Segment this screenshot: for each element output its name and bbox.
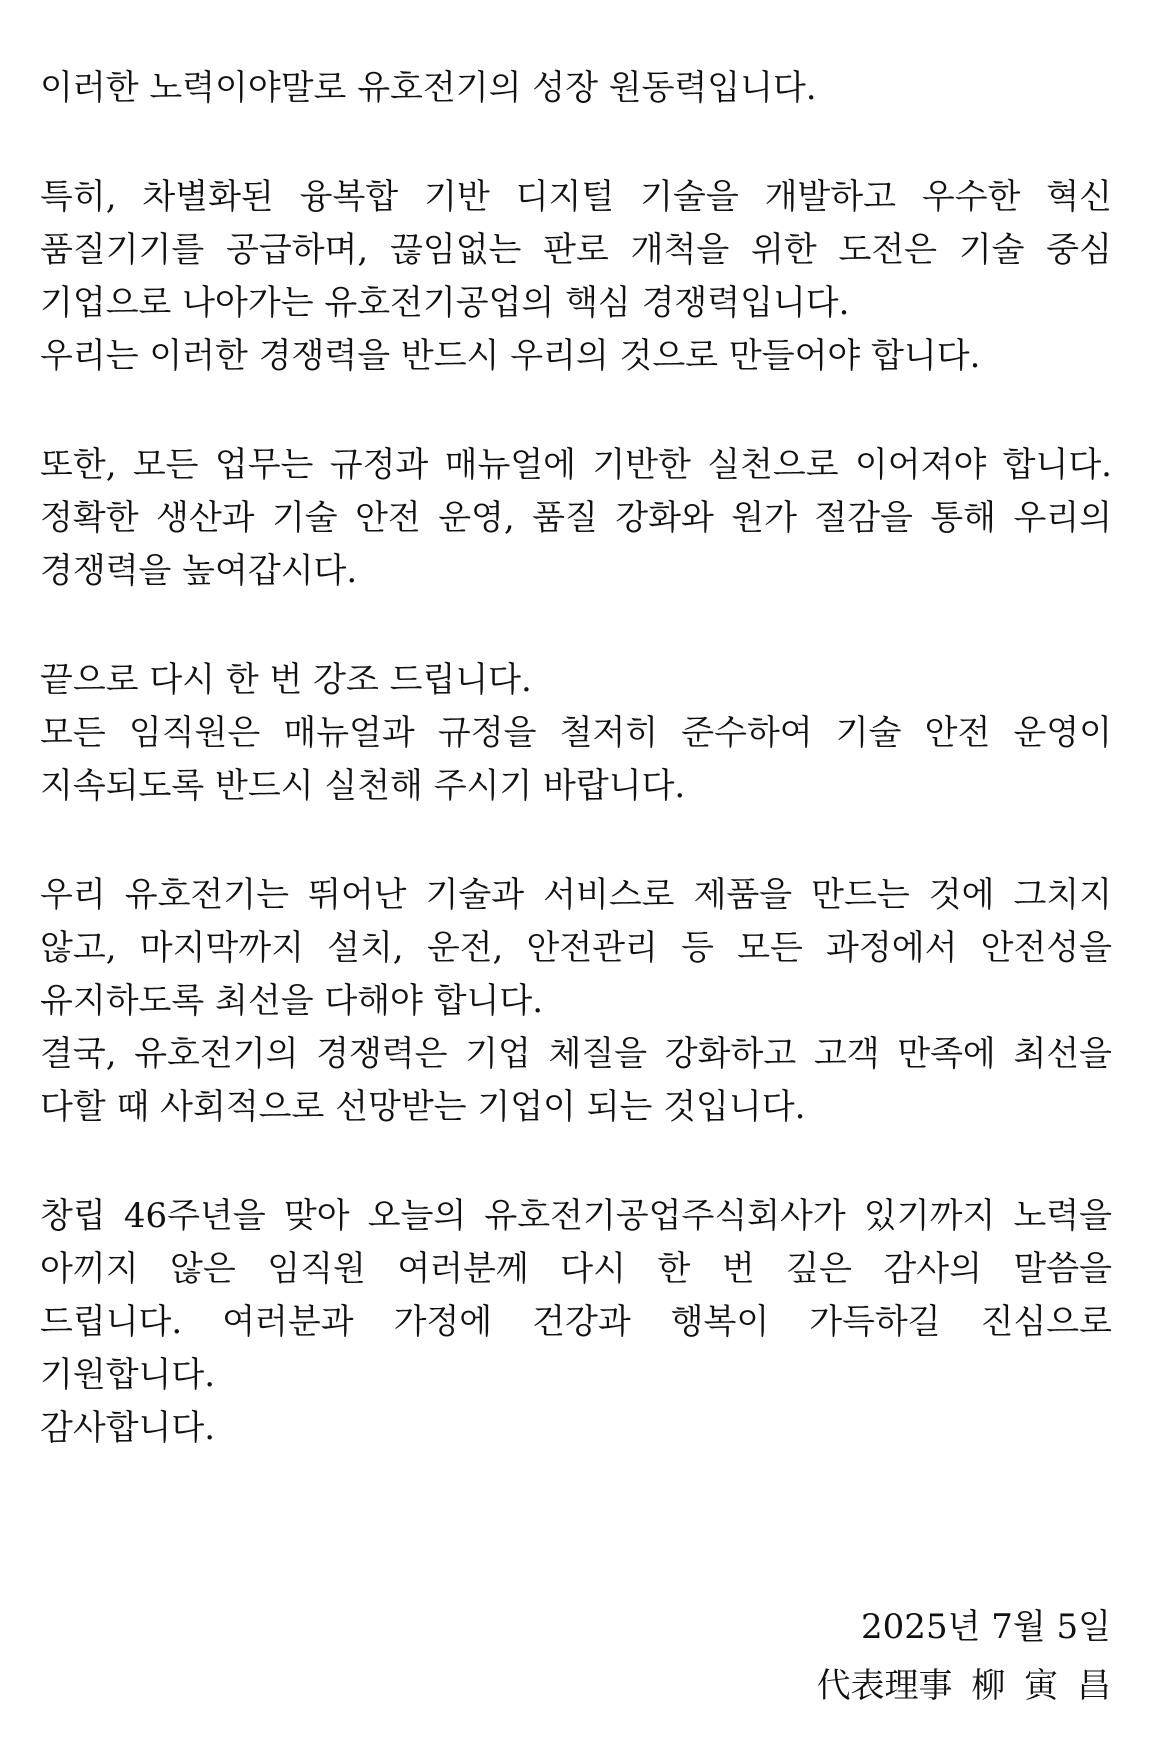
paragraph-3 bbox=[40, 439, 1112, 598]
text-line: 품질기기를 공급하며, 끊임없는 판로 개척을 위한 도전은 기술 중심 bbox=[40, 230, 1112, 270]
text-line: 기업으로 나아가는 유호전기공업의 핵심 경쟁력입니다. bbox=[40, 283, 850, 323]
text-line: 또한, 모든 업무는 규정과 매뉴얼에 기반한 실천으로 이어져야 합니다. bbox=[40, 445, 1112, 485]
letter-body bbox=[40, 62, 1112, 1511]
text-line: 결국, 유호전기의 경쟁력은 기업 체질을 강화하고 고객 만족에 최선을 bbox=[40, 1034, 1112, 1074]
text-line: 다할 때 사회적으로 선망받는 기업이 되는 것입니다. bbox=[40, 1087, 806, 1127]
paragraph-6 bbox=[40, 1190, 1112, 1455]
text-line: 우리 유호전기는 뛰어난 기술과 서비스로 제품을 만드는 것에 그치지 bbox=[40, 875, 1112, 915]
text-line: 아끼지 않은 임직원 여러분께 다시 한 번 깊은 감사의 말씀을 bbox=[40, 1249, 1112, 1289]
text-line: 모든 임직원은 매뉴얼과 규정을 철저히 준수하여 기술 안전 운영이 bbox=[40, 713, 1112, 753]
text-line: 지속되도록 반드시 실천해 주시기 바랍니다. bbox=[40, 766, 686, 806]
text-line: 감사합니다. bbox=[40, 1408, 216, 1448]
text-line: 이러한 노력이야말로 유호전기의 성장 원동력입니다. bbox=[40, 68, 817, 108]
letter-date: 2025년 7월 5일 bbox=[861, 1607, 1111, 1647]
signatory-name: 代表理事 柳 寅 昌 bbox=[816, 1666, 1111, 1706]
text-line: 기원합니다. bbox=[40, 1355, 216, 1395]
text-line: 창립 46주년을 맞아 오늘의 유호전기공업주식회사가 있기까지 노력을 bbox=[40, 1196, 1112, 1236]
text-line: 경쟁력을 높여갑시다. bbox=[40, 551, 358, 591]
text-line: 끝으로 다시 한 번 강조 드립니다. bbox=[40, 660, 532, 700]
text-line: 않고, 마지막까지 설치, 운전, 안전관리 등 모든 과정에서 안전성을 bbox=[40, 928, 1112, 968]
text-line: 특히, 차별화된 융복합 기반 디지털 기술을 개발하고 우수한 혁신 bbox=[40, 177, 1112, 217]
text-line: 정확한 생산과 기술 안전 운영, 품질 강화와 원가 절감을 통해 우리의 bbox=[40, 498, 1112, 538]
paragraph-2 bbox=[40, 171, 1112, 383]
paragraph-1 bbox=[40, 62, 1112, 115]
paragraph-5 bbox=[40, 869, 1112, 1134]
text-line: 유지하도록 최선을 다해야 합니다. bbox=[40, 981, 544, 1021]
signature-block bbox=[817, 1598, 1111, 1716]
paragraph-4 bbox=[40, 654, 1112, 813]
text-line: 드립니다. 여러분과 가정에 건강과 행복이 가득하길 진심으로 bbox=[40, 1302, 1112, 1342]
text-line: 우리는 이러한 경쟁력을 반드시 우리의 것으로 만들어야 합니다. bbox=[40, 336, 981, 376]
